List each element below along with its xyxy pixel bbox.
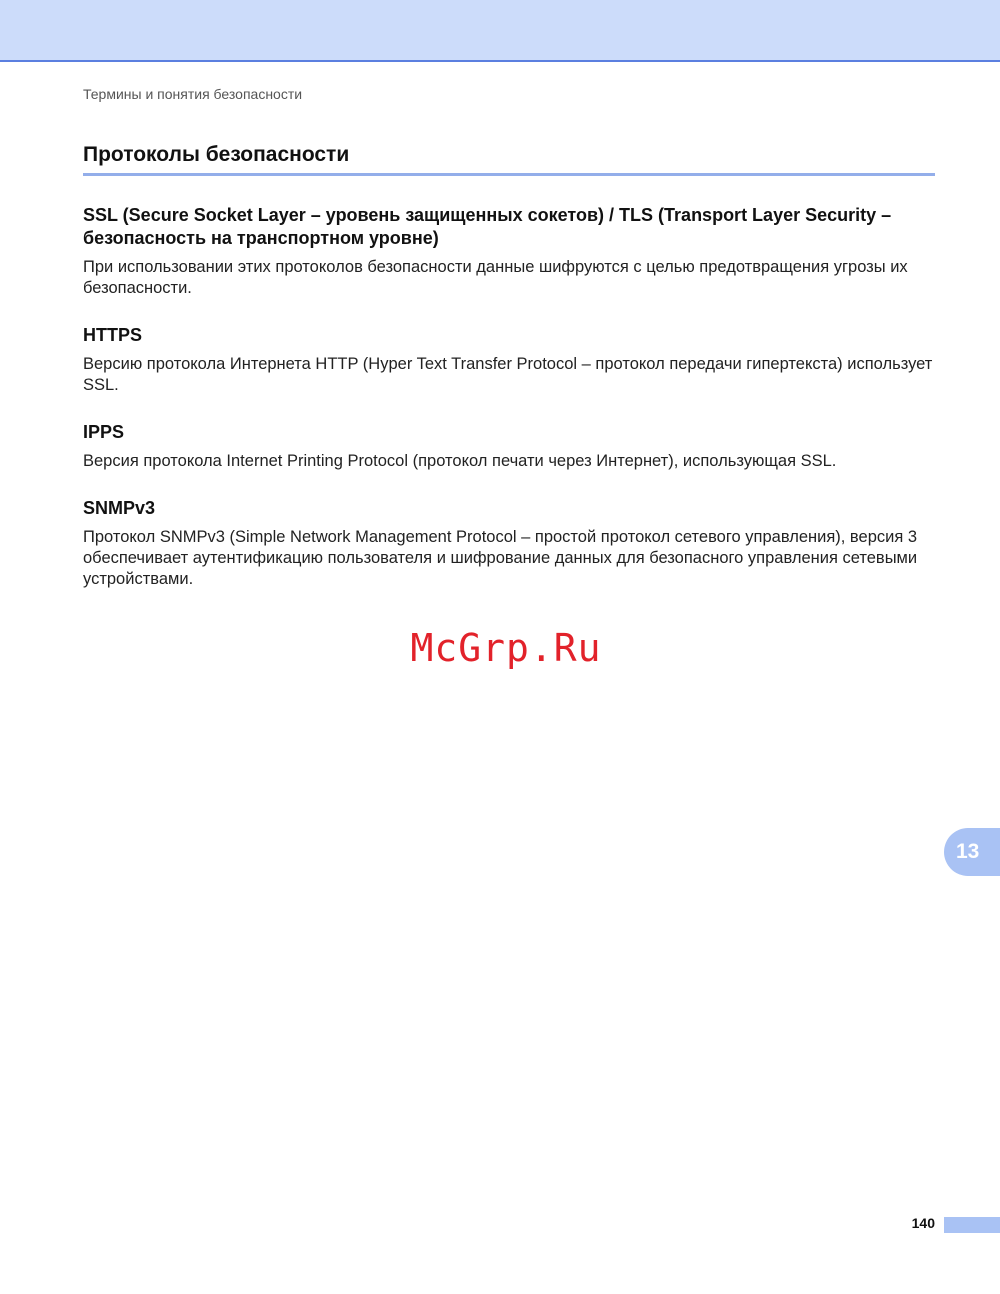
section-snmpv3: [83, 497, 935, 590]
section-paragraph: Версию протокола Интернета HTTP (Hyper Text Transfer Protocol – протокол передачи гипертекста) использует SSL.: [83, 355, 933, 394]
section-ssl-tls: [83, 204, 935, 299]
section-title: Протоколы безопасности: [83, 143, 350, 166]
page-number-tab: [944, 1217, 1000, 1233]
watermark: McGrp.Ru: [410, 626, 602, 670]
running-header: Термины и понятия безопасности: [83, 86, 303, 102]
section-heading: SSL (Secure Socket Layer – уровень защищенных сокетов) / TLS (Transport Layer Security – безопасность на транспортном уровне): [83, 205, 892, 248]
page-number: 140: [911, 1215, 935, 1231]
section-paragraph: Версия протокола Internet Printing Protocol (протокол печати через Интернет), использующая SSL.: [83, 452, 837, 470]
section-https: [83, 324, 935, 396]
section-paragraph: Протокол SNMPv3 (Simple Network Management Protocol – простой протокол сетевого управления), версия 3 обеспечивает аутентификацию пользователя и шифрование данных для безопасного управления сетевыми устройствами.: [83, 528, 918, 588]
section-heading: HTTPS: [83, 325, 143, 345]
section-paragraph: При использовании этих протоколов безопасности данные шифруются с целью предотвращения угрозы их безопасности.: [83, 258, 908, 297]
section-ipps: [83, 421, 935, 472]
section-heading: IPPS: [83, 422, 125, 442]
section-heading: SNMPv3: [83, 498, 156, 518]
title-underline-rule: [83, 173, 935, 176]
top-header-band: [0, 0, 1000, 62]
chapter-tab: 13: [944, 828, 1000, 876]
content-body: [83, 204, 935, 590]
